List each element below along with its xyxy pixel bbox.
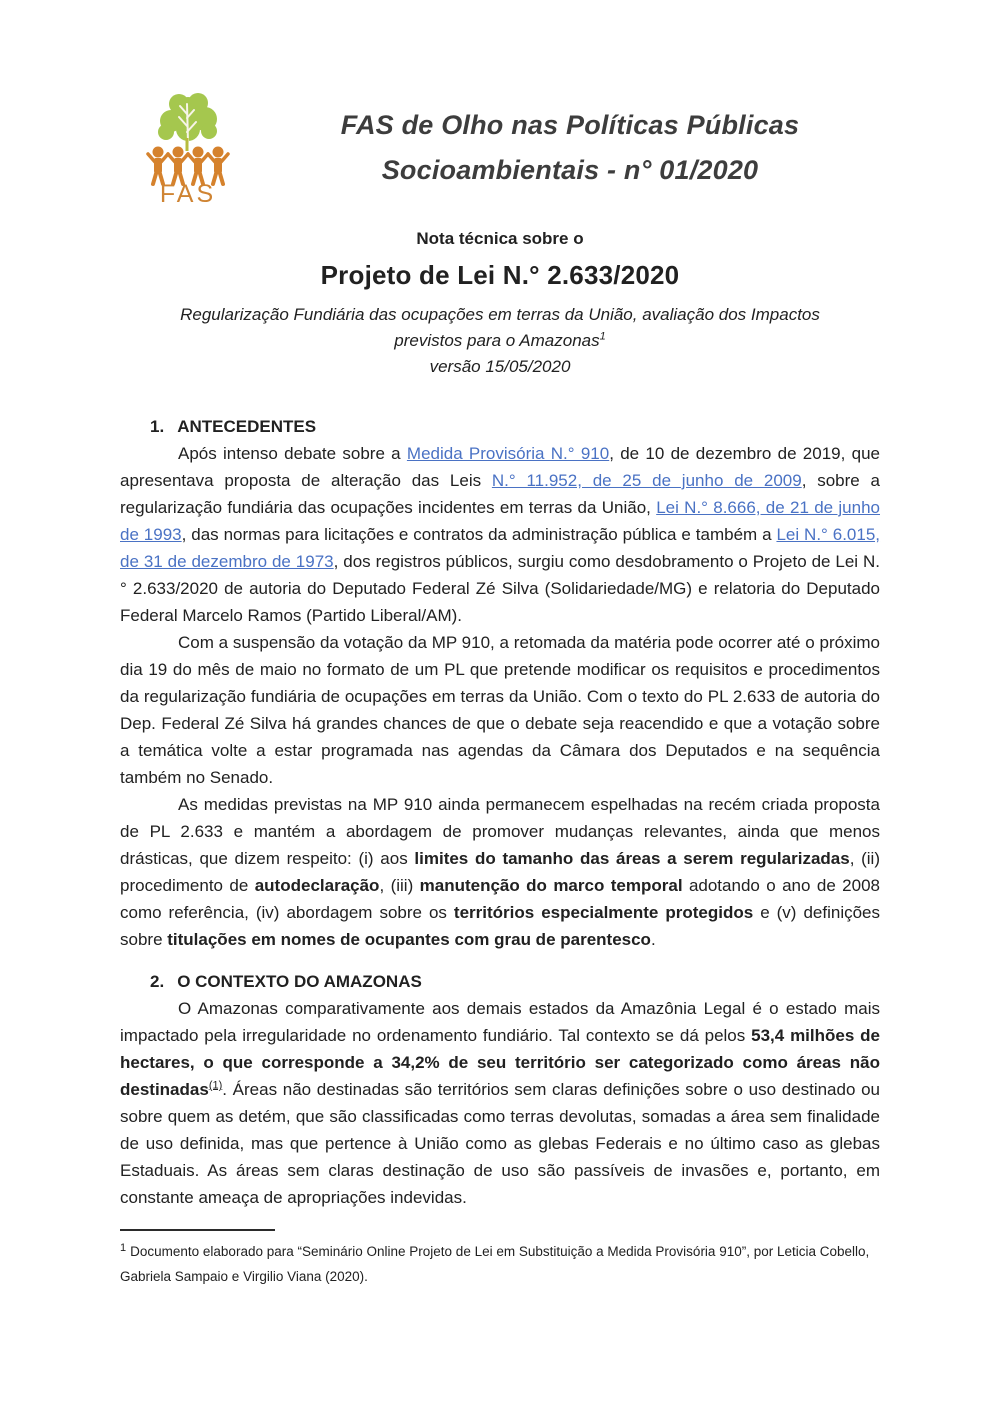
text-run: , das normas para licitações e contratos da administração pública e também a — [181, 525, 777, 544]
section-2-number: 2. — [150, 972, 165, 991]
text-run: e (v) definições sobre — [120, 903, 881, 949]
footnote-text: $^1$ Documento elaborado para “Seminário Online Projeto de Lei em Substituição a Medida Provisória 910”, por Leticia Cobello, Gabriela Sampaio e Virgilio Viana (2020). — [120, 1241, 870, 1284]
inline-law-link[interactable]: Lei N.° 6.015, de 31 de dezembro de 1973 — [120, 525, 881, 571]
logo-text: FAS — [159, 180, 217, 206]
footnote-divider — [120, 1229, 275, 1231]
footnote-marker: 1 — [120, 1241, 127, 1254]
title-block — [120, 229, 880, 380]
paragraph — [120, 629, 880, 791]
footnote-reference: 1 — [599, 330, 606, 343]
paragraph — [120, 995, 880, 1211]
bold-text: manutenção do marco temporal — [419, 876, 683, 895]
masthead-title-line1: FAS de Olho nas Políticas Públicas — [340, 110, 800, 140]
text-run: , dos registros públicos, surgiu como desdobramento o Projeto de Lei N.° 2.633/2020 de autoria do Deputado Federal Zé Silva (Solidariedade/MG) e relatoria do Deputado Federal Marcelo Ramos (Partido Liberal/AM). — [120, 552, 880, 625]
doc-version: versão 15/05/2020 — [429, 357, 571, 376]
section-antecedentes — [120, 413, 880, 953]
text-run: Após intenso debate sobre a — [178, 444, 407, 463]
text-run: , (iii) — [379, 876, 420, 895]
people-icon — [148, 147, 228, 185]
section-1-number: 1. — [150, 417, 165, 436]
doc-subtitle — [148, 302, 853, 354]
section-2-title: O CONTEXTO DO AMAZONAS — [177, 972, 422, 991]
inline-law-link[interactable]: Lei N.° 8.666, de 21 de junho de 1993 — [120, 498, 880, 544]
bold-text: titulações em nomes de ocupantes com grau de parentesco — [167, 930, 651, 949]
bold-text: limites do tamanho das áreas a serem regularizadas — [414, 849, 850, 868]
text-run: , sobre a regularização fundiária das ocupações incidentes em terras da União, — [120, 471, 880, 517]
bold-text: autodeclaração — [254, 876, 380, 895]
text-run: Com a suspensão da votação da MP 910, a retomada da matéria pode ocorrer até o próximo dia 19 do mês de maio no formato de um PL que pretende modificar os requisitos e procedimentos da regularização fundiária de ocupações em terras da União. Com o texto do PL 2.633 de autoria do Dep. Federal Zé Silva há grandes chances de que o debate seja reacendido e que a votação sobre a temática volte a estar programada nas agendas da Câmara dos Deputados e na sequência também no Senado. — [120, 633, 880, 787]
fas-logo — [138, 88, 238, 206]
text-run: adotando o ano de 2008 como referência, (iv) abordagem sobre os — [120, 876, 880, 922]
section-1-heading — [120, 413, 880, 440]
tree-icon — [158, 93, 217, 151]
fas-logo-graphic — [138, 88, 238, 206]
text-run: . Áreas não destinadas são territórios sem claras definições sobre o uso destinado ou sobre quem as detém, que são classificadas como terras devolutas, somadas a área sem finalidade de uso definida, mas que pertence à União como as glebas Federais e no último caso as glebas Estaduais. As áreas sem claras destinação de uso são passíveis de invasões e, portanto, em constante ameaça de apropriações indevidas. — [120, 1080, 880, 1207]
bold-text: 53,4 milhões de hectares, o que corresponde a 34,2% de seu território ser categorizado como áreas não destinadas — [120, 1026, 880, 1099]
masthead-title-line2: Socioambientais - n° 01/2020 — [381, 155, 759, 185]
text-run: , (ii) procedimento de — [120, 849, 880, 895]
text-run: . — [650, 930, 656, 949]
footnote — [120, 1229, 880, 1289]
masthead — [250, 103, 890, 193]
inline-law-link[interactable]: Medida Provisória N.° 910 — [406, 444, 610, 463]
text-run: As medidas previstas na MP 910 ainda permanecem espelhadas na recém criada proposta de PL 2.633 e mantém a abordagem de promover mudanças relevantes, ainda que menos drásticas, que dizem respeito: (i) aos — [120, 795, 880, 868]
section-1-title: ANTECEDENTES — [177, 417, 317, 436]
section-2-heading — [120, 968, 880, 995]
paragraph — [120, 440, 880, 629]
section-contexto-amazonas — [120, 968, 880, 1211]
text-run: O Amazonas comparativamente aos demais estados da Amazônia Legal é o estado mais impactado pela irregularidade no ordenamento fundiário. Tal contexto se dá pelos — [120, 999, 880, 1045]
paragraph — [120, 791, 880, 953]
doc-kicker: Nota técnica sobre o — [416, 229, 584, 248]
citation-link[interactable]: (1) — [208, 1079, 223, 1092]
bold-text: territórios especialmente protegidos — [453, 903, 754, 922]
text-run: , de 10 de dezembro de 2019, que apresentava proposta de alteração das Leis — [120, 444, 880, 490]
inline-law-link[interactable]: N.° 11.952, de 25 de junho de 2009 — [491, 471, 802, 490]
document-body — [120, 413, 880, 1289]
text-run: Regularização Fundiária das ocupações em terras da União, avaliação dos Impactos previstos para o Amazonas — [180, 305, 820, 350]
doc-title: Projeto de Lei N.° 2.633/2020 — [320, 260, 680, 290]
